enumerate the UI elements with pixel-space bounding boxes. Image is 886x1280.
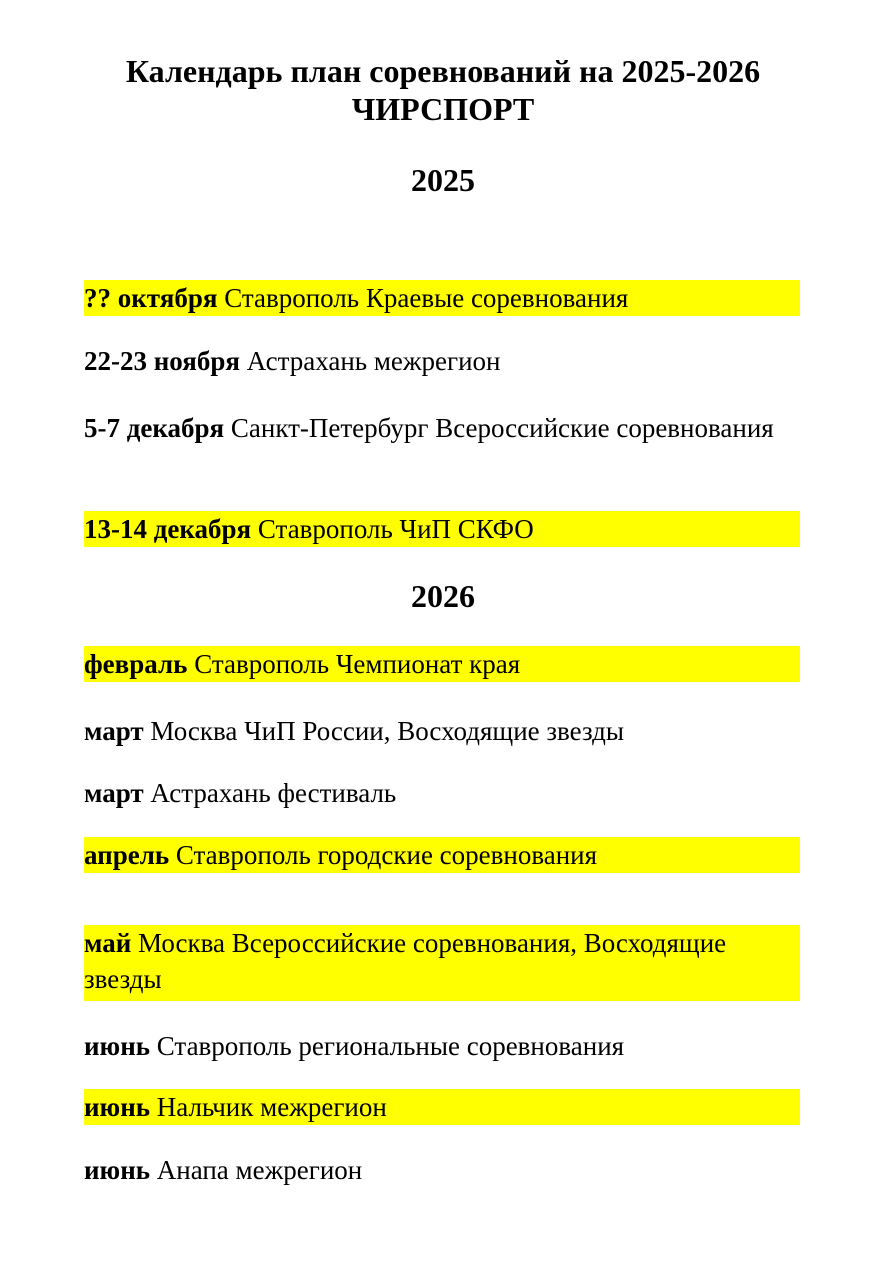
event-item <box>84 410 800 446</box>
event-item <box>84 837 800 873</box>
event-date: март <box>84 778 144 808</box>
event-description: Анапа межрегион <box>156 1155 363 1185</box>
event-description: Ставрополь Краевые соревнования <box>224 283 629 313</box>
event-item <box>84 713 800 749</box>
event-date: июнь <box>84 1031 151 1061</box>
year-heading-2026: 2026 <box>411 578 475 614</box>
event-date: 13-14 декабря <box>84 514 252 544</box>
event-description: Москва ЧиП России, Восходящие звезды <box>150 716 625 746</box>
event-date: февраль <box>84 649 188 679</box>
event-date: май <box>84 928 132 958</box>
event-description: Астрахань межрегион <box>246 346 501 376</box>
event-item <box>84 511 800 547</box>
event-item <box>84 775 800 811</box>
event-date: март <box>84 716 144 746</box>
event-description: Москва Всероссийские соревнования, Восходящие звезды <box>84 928 727 994</box>
event-date: 5-7 декабря <box>84 413 225 443</box>
event-item <box>84 1089 800 1125</box>
document-title: Календарь план соревнований на 2025-2026 <box>125 53 761 89</box>
event-item <box>84 925 800 1001</box>
year-heading-2025: 2025 <box>411 162 475 198</box>
event-description: Ставрополь ЧиП СКФО <box>257 514 534 544</box>
event-item <box>84 1028 800 1064</box>
event-description: Санкт-Петербург Всероссийские соревнования <box>230 413 774 443</box>
event-date: 22-23 ноября <box>84 346 241 376</box>
event-description: Ставрополь региональные соревнования <box>156 1031 625 1061</box>
document-subtitle: ЧИРСПОРТ <box>351 91 535 127</box>
event-item <box>84 646 800 682</box>
event-date: ?? октября <box>84 283 218 313</box>
event-description: Ставрополь Чемпионат края <box>194 649 521 679</box>
event-date: июнь <box>84 1155 151 1185</box>
event-item <box>84 1152 800 1188</box>
event-description: Нальчик межрегион <box>156 1092 387 1122</box>
event-item <box>84 280 800 316</box>
event-description: Ставрополь городские соревнования <box>175 840 598 870</box>
event-item <box>84 343 800 379</box>
event-description: Астрахань фестиваль <box>150 778 397 808</box>
event-date: июнь <box>84 1092 151 1122</box>
event-date: апрель <box>84 840 170 870</box>
